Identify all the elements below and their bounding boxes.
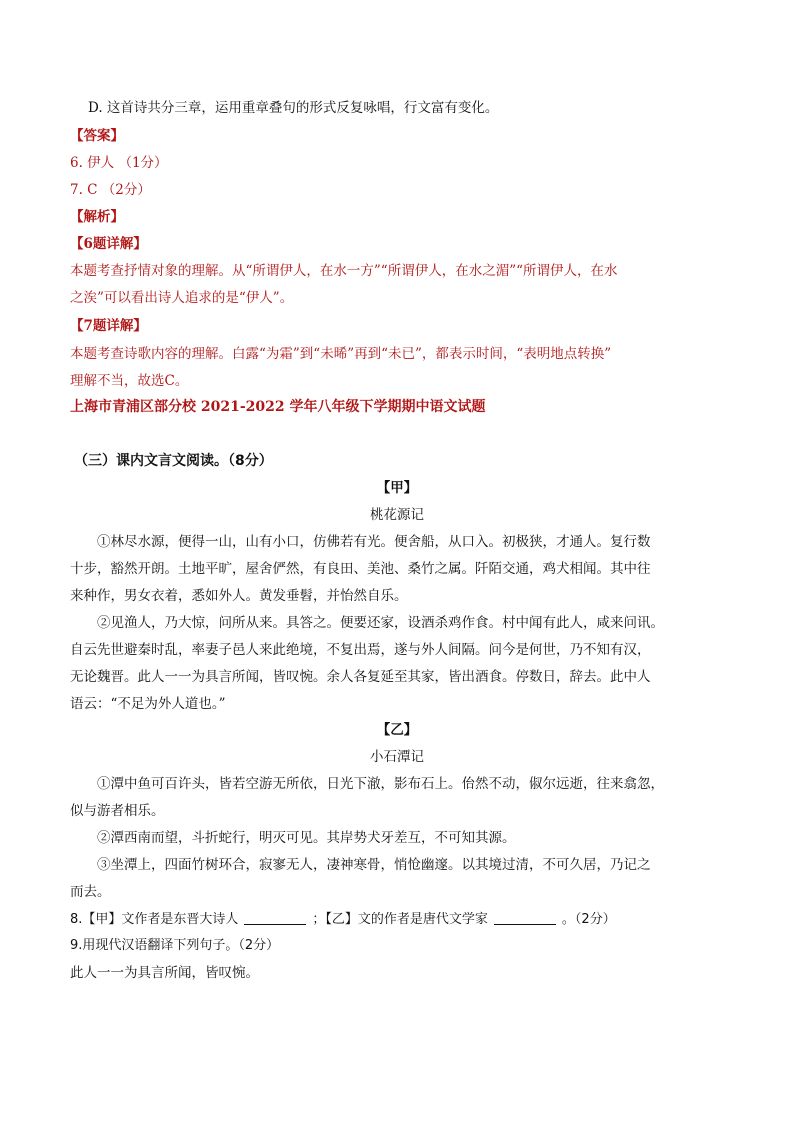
answer-label: 【答案】 (70, 128, 124, 144)
question-8 (70, 910, 730, 930)
answer-6: 6. 伊人 （1分） (70, 155, 168, 171)
q6-detail-label: 【6题详解】 (70, 236, 147, 252)
yi-p1-line1: ①潭中鱼可百许头，皆若空游无所依，日光下澈，影布石上。佁然不动，俶尔远逝，往来翕忽， (97, 776, 664, 792)
answer-7: 7. C （2分） (70, 182, 151, 198)
yi-p1-line2: 似与游者相乐。 (70, 803, 165, 819)
q8-part1: 8.【甲】文作者是东晋大诗人 (70, 912, 239, 927)
analysis-label: 【解析】 (70, 209, 124, 225)
jia-p1-line3: 来种作，男女衣着，悉如外人。黄发垂髫，并怡然自乐。 (70, 588, 408, 604)
q8-part3: 。（2分） (561, 912, 616, 927)
q8-blank-2[interactable] (494, 910, 556, 925)
yi-p3-line2: 而去。 (70, 884, 111, 900)
q6-analysis-line1: 本题考查抒情对象的理解。从“所谓伊人，在水一方”“所谓伊人，在水之湄”“所谓伊人，在水 (70, 263, 618, 279)
q7-detail-label: 【7题详解】 (70, 318, 147, 334)
jia-p2-line1: ②见渔人，乃大惊，问所从来。具答之。便要还家，设酒杀鸡作食。村中闻有此人，咸来问讯。 (97, 615, 664, 631)
jia-p2-line3: 无论魏晋。此人一一为具言所闻，皆叹惋。余人各复延至其家，皆出酒食。停数日，辞去。此中人 (70, 669, 651, 685)
q7-analysis-line2: 理解不当，故选C。 (70, 373, 189, 389)
option-d: D. 这首诗共分三章，运用重章叠句的形式反复咏唱，行文富有变化。 (88, 100, 499, 116)
q8-part2: ；【乙】文的作者是唐代文学家 (312, 912, 488, 927)
jia-p1-line1: ①林尽水源，便得一山，山有小口，仿佛若有光。便舍船，从口入。初极狭，才通人。复行数 (97, 534, 651, 550)
jia-p2-line4: 语云：“不足为外人道也。” (70, 696, 226, 712)
jia-p1-line2: 十步，豁然开朗。土地平旷，屋舍俨然，有良田、美池、桑竹之属。阡陌交通，鸡犬相闻。其中往 (70, 561, 651, 577)
question-9: 9.用现代汉语翻译下列句子。（2分） (70, 938, 280, 953)
yi-p3-line1: ③坐潭上，四面竹树环合，寂寥无人，凄神寒骨，悄怆幽邃。以其境过清，不可久居，乃记之 (97, 857, 651, 873)
q8-blank-1[interactable] (244, 910, 306, 925)
yi-p2-line1: ②潭西南而望，斗折蛇行，明灭可见。其岸势犬牙差互，不可知其源。 (97, 830, 516, 846)
q9-sentence: 此人一一为具言所闻，皆叹惋。 (70, 965, 259, 981)
yi-mark: 【乙】 (376, 722, 418, 738)
source-title: 上海市青浦区部分校 2021-2022 学年八年级下学期期中语文试题 (70, 399, 486, 415)
jia-mark: 【甲】 (376, 480, 418, 496)
jia-title: 桃花源记 (370, 507, 424, 523)
q6-analysis-line2: 之涘”可以看出诗人追求的是“伊人”。 (70, 290, 294, 306)
jia-p2-line2: 自云先世避秦时乱，率妻子邑人来此绝境，不复出焉，遂与外人间隔。问今是何世，乃不知有汉， (70, 642, 651, 658)
yi-title: 小石潭记 (370, 749, 424, 765)
q7-analysis-line1: 本题考查诗歌内容的理解。白露“为霜”到“未晞”再到“未已”，都表示时间，“表明地点转换” (70, 346, 612, 362)
section-heading: （三）课内文言文阅读。（8分） (74, 453, 273, 469)
